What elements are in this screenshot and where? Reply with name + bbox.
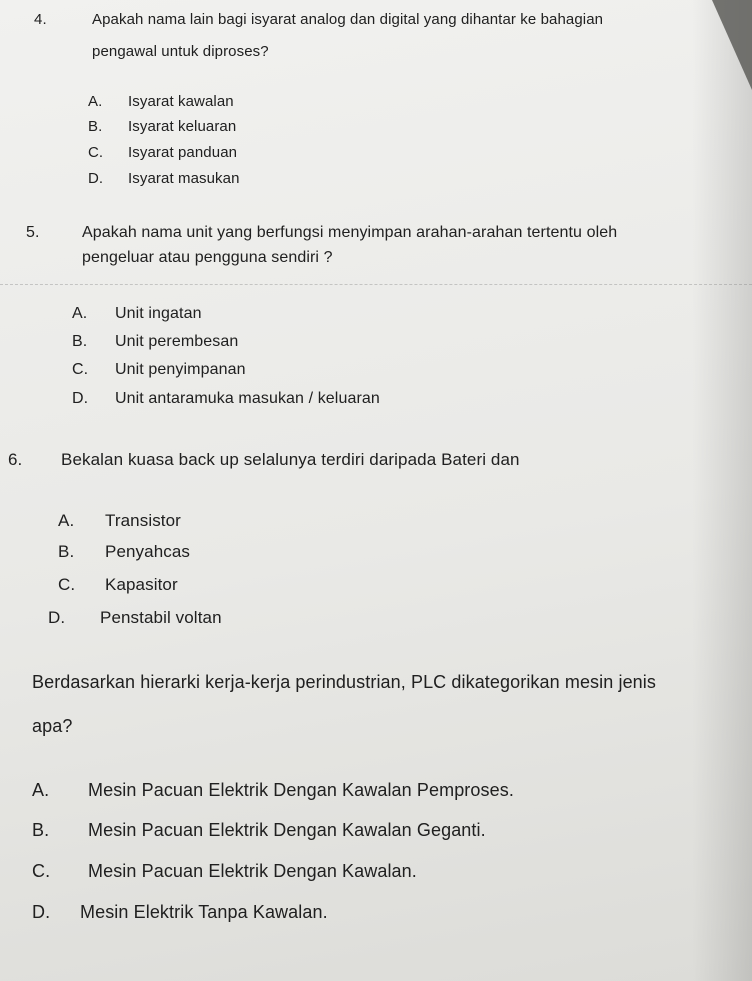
question-4-text-line2: pengawal untuk diproses? (92, 43, 269, 60)
question-5-option-a[interactable]: Unit ingatan (115, 305, 202, 322)
question-5-option-b-letter: B. (72, 333, 88, 350)
question-6-option-b-letter: B. (58, 542, 75, 561)
question-7-text-line1: Berdasarkan hierarki kerja-kerja perindustrian, PLC dikategorikan mesin jenis (32, 672, 656, 692)
question-7-text-line2: apa? (32, 716, 73, 736)
question-7-option-c-letter: C. (32, 861, 51, 881)
question-4-option-a-letter: A. (88, 93, 103, 110)
page-corner (712, 0, 752, 90)
question-6-option-a-letter: A. (58, 511, 75, 530)
question-4-option-b-letter: B. (88, 118, 103, 135)
question-4-option-c-letter: C. (88, 144, 104, 161)
question-5-option-c[interactable]: Unit penyimpanan (115, 361, 246, 378)
question-6-option-c[interactable]: Kapasitor (105, 575, 178, 594)
question-5-text-line2: pengeluar atau pengguna sendiri ? (82, 249, 333, 266)
page-edge-shadow (692, 0, 752, 981)
separator-line (0, 284, 752, 285)
question-7-option-a-letter: A. (32, 780, 50, 800)
question-7-option-d[interactable]: Mesin Elektrik Tanpa Kawalan. (80, 902, 328, 922)
question-4-option-b[interactable]: Isyarat keluaran (128, 118, 237, 135)
question-7-option-b-letter: B. (32, 820, 50, 840)
question-6-option-c-letter: C. (58, 575, 76, 594)
question-7-option-c[interactable]: Mesin Pacuan Elektrik Dengan Kawalan. (88, 861, 417, 881)
question-5-text-line1: Apakah nama unit yang berfungsi menyimpan arahan-arahan tertentu oleh (82, 224, 618, 241)
question-7-option-d-letter: D. (32, 902, 51, 922)
question-6-option-b[interactable]: Penyahcas (105, 542, 191, 561)
question-6-number: 6. (8, 450, 23, 469)
question-6-text-line1: Bekalan kuasa back up selalunya terdiri daripada Bateri dan (61, 450, 520, 469)
question-4-option-a[interactable]: Isyarat kawalan (128, 93, 234, 110)
question-4-option-d[interactable]: Isyarat masukan (128, 170, 240, 187)
question-5-option-d-letter: D. (72, 390, 89, 407)
question-4-option-d-letter: D. (88, 170, 104, 187)
question-5-number: 5. (26, 224, 40, 241)
question-6-option-d[interactable]: Penstabil voltan (100, 608, 222, 627)
question-4-number: 4. (34, 11, 47, 28)
question-5-option-d[interactable]: Unit antaramuka masukan / keluaran (115, 390, 380, 407)
question-6-option-d-letter: D. (48, 608, 66, 627)
question-5-option-c-letter: C. (72, 361, 89, 378)
question-5-option-a-letter: A. (72, 305, 88, 322)
question-7-option-a[interactable]: Mesin Pacuan Elektrik Dengan Kawalan Pemproses. (88, 780, 514, 800)
question-4-option-c[interactable]: Isyarat panduan (128, 144, 238, 161)
question-6-option-a[interactable]: Transistor (105, 511, 181, 530)
question-4-text-line1: Apakah nama lain bagi isyarat analog dan digital yang dihantar ke bahagian (92, 11, 604, 28)
question-5-option-b[interactable]: Unit perembesan (115, 333, 239, 350)
question-7-option-b[interactable]: Mesin Pacuan Elektrik Dengan Kawalan Geganti. (88, 820, 486, 840)
